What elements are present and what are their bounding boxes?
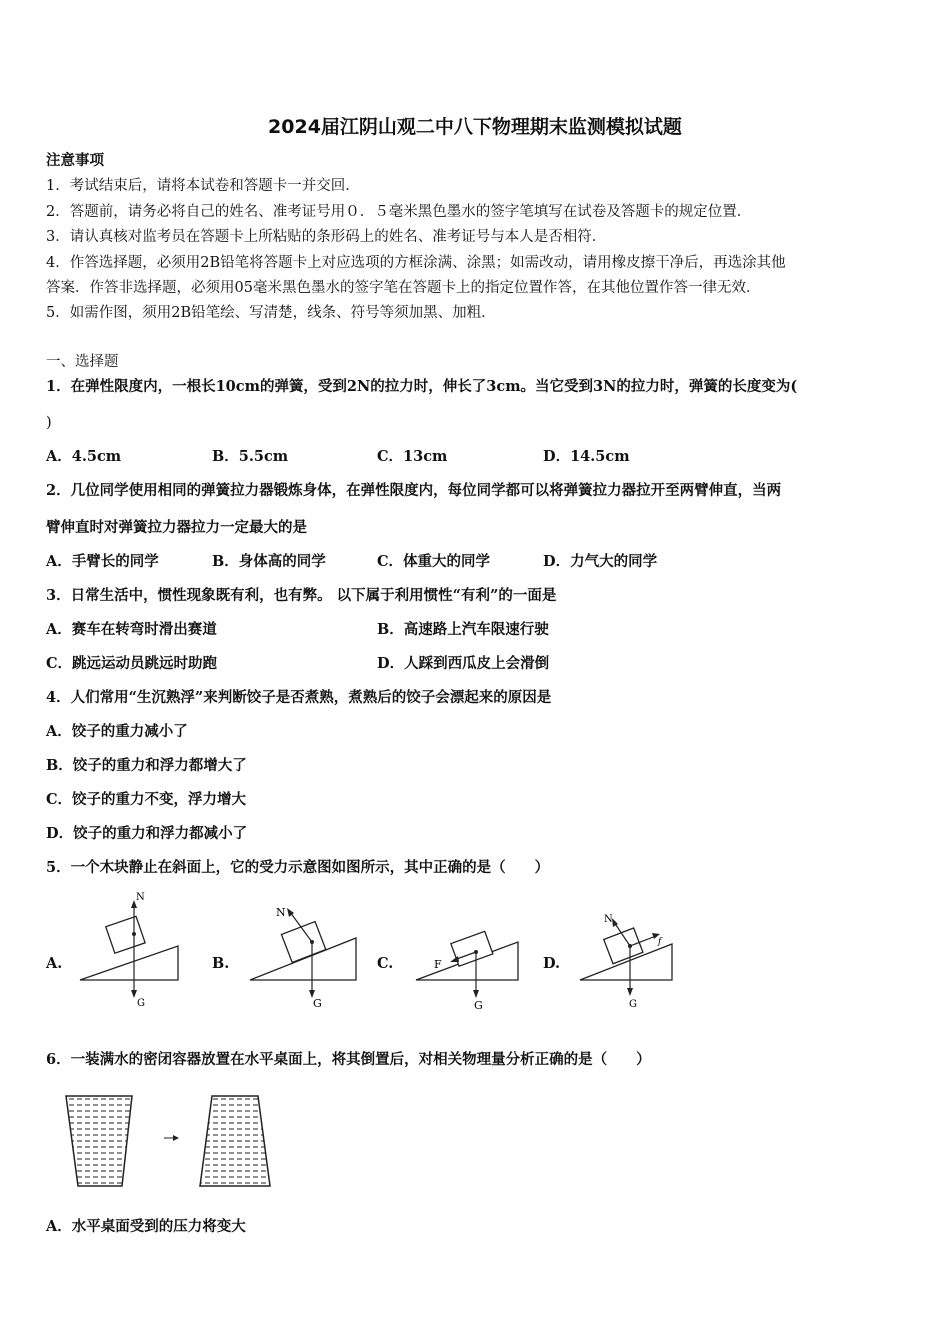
q4-option-c: C．饺子的重力不变，浮力增大: [46, 791, 247, 808]
container-inverted: [200, 1096, 270, 1186]
label-n: N: [604, 914, 613, 925]
question-2-stem-cont: 臂伸直时对弹簧拉力器拉力一定最大的是: [46, 519, 307, 536]
q5-figure-c: [412, 922, 524, 1014]
label-g: G: [474, 999, 483, 1012]
q4-option-a: A．饺子的重力减小了: [46, 723, 188, 740]
q5-option-c: C.: [377, 955, 394, 972]
q2-option-c: C．体重大的同学: [377, 553, 491, 570]
q2-option-a: A．手臂长的同学: [46, 553, 159, 570]
q2-option-d: D．力气大的同学: [543, 553, 658, 570]
q4-option-d: D．饺子的重力和浮力都减小了: [46, 825, 248, 842]
q5-figure-b: [246, 898, 361, 1013]
q1-option-b: B．5.5cm: [212, 448, 289, 465]
q6-figure-containers: [60, 1090, 290, 1190]
notice-item: 4．作答选择题，必须用2B铅笔将答题卡上对应选项的方框涂满、涂黑；如需改动，请用橡皮擦干净后，再选涂其他: [46, 255, 786, 271]
question-3-stem: 3．日常生活中，惯性现象既有利，也有弊。 以下属于利用惯性“有利”的一面是: [46, 587, 557, 604]
q3-option-a: A．赛车在转弯时滑出赛道: [46, 621, 217, 638]
label-f: F: [434, 958, 442, 971]
question-6-stem: 6．一装满水的密闭容器放置在水平桌面上，将其倒置后，对相关物理量分析正确的是（ ）: [46, 1051, 651, 1068]
notice-item: 2．答题前，请务必将自己的姓名、准考证号用０．５毫米黑色墨水的签字笔填写在试卷及答题卡的规定位置．: [46, 204, 752, 220]
label-f-small: f: [658, 937, 662, 947]
q5-option-a: A.: [46, 955, 63, 972]
notice-item: 1．考试结束后，请将本试卷和答题卡一并交回．: [46, 178, 360, 194]
q5-option-d: D.: [543, 955, 561, 972]
question-4-stem: 4．人们常用“生沉熟浮”来判断饺子是否煮熟，煮熟后的饺子会漂起来的原因是: [46, 689, 552, 706]
q3-option-d: D．人踩到西瓜皮上会滑倒: [377, 655, 550, 672]
notice-item: 3．请认真核对监考员在答题卡上所粘贴的条形码上的姓名、准考证号与本人是否相符．: [46, 229, 607, 245]
page-title: 2024届江阴山观二中八下物理期末监测模拟试题: [268, 116, 682, 138]
q5-figure-a: [76, 888, 186, 1010]
arrow-icon: [173, 1135, 179, 1141]
q6-option-a: A．水平桌面受到的压力将变大: [46, 1218, 246, 1235]
q3-option-b: B．高速路上汽车限速行驶: [377, 621, 549, 638]
section-heading: 一、选择题: [46, 354, 119, 370]
label-g: G: [313, 997, 322, 1010]
question-1-stem: 1．在弹性限度内，一根长10cm的弹簧，受到2N的拉力时，伸长了3cm。当它受到3N的拉力时，弹簧的长度变为(: [46, 378, 798, 395]
q2-option-b: B．身体高的同学: [212, 553, 326, 570]
q5-figure-d: [576, 906, 678, 1012]
notice-item: 5．如需作图，须用2B铅笔绘、写清楚，线条、符号等须加黑、加粗．: [46, 305, 496, 321]
container-upright: [66, 1096, 132, 1186]
notice-heading: 注意事项: [46, 152, 104, 169]
label-n: N: [136, 892, 145, 903]
question-5-stem: 5．一个木块静止在斜面上，它的受力示意图如图所示，其中正确的是（ ）: [46, 859, 550, 876]
label-g: G: [137, 998, 145, 1009]
question-2-stem: 2．几位同学使用相同的弹簧拉力器锻炼身体，在弹性限度内，每位同学都可以将弹簧拉力器拉开至两臂伸直，当两: [46, 482, 782, 499]
q1-option-c: C．13cm: [377, 448, 448, 465]
label-g: G: [629, 999, 637, 1010]
q4-option-b: B．饺子的重力和浮力都增大了: [46, 757, 247, 774]
q3-option-c: C．跳远运动员跳远时助跑: [46, 655, 218, 672]
question-1-stem-cont: ): [46, 415, 52, 431]
q5-option-b: B.: [212, 955, 230, 972]
q1-option-a: A．4.5cm: [46, 448, 122, 465]
q1-option-d: D．14.5cm: [543, 448, 630, 465]
label-n: N: [276, 906, 286, 919]
notice-item: 答案．作答非选择题，必须用05毫米黑色墨水的签字笔在答题卡上的指定位置作答，在其他位置作答一律无效．: [46, 280, 761, 296]
